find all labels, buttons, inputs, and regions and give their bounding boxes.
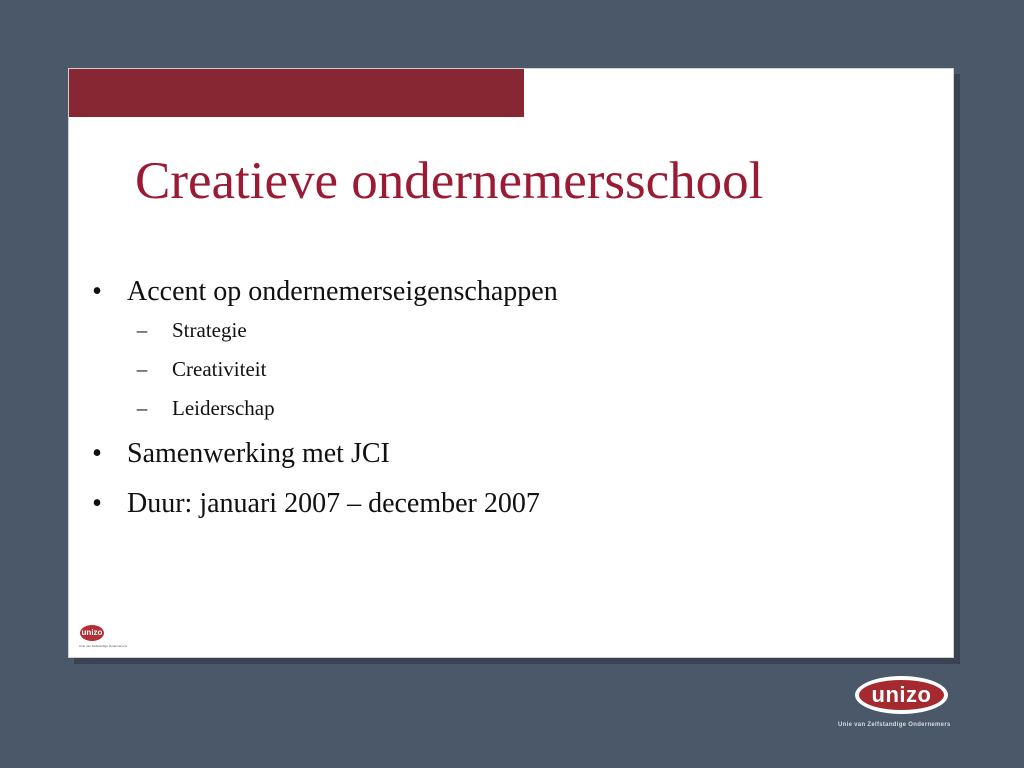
unizo-logo-tagline: Unie van Zelfstandige Ondernemers: [838, 722, 951, 728]
sub-bullet-item: [127, 356, 558, 382]
unizo-small-logo-mark: unizo: [80, 625, 104, 641]
sub-bullet-item: [127, 395, 558, 421]
sub-bullet-marker: –: [136, 396, 148, 420]
bullet-marker: •: [92, 438, 102, 469]
sub-bullet-marker: –: [136, 357, 148, 381]
slide-title: Creatieve ondernemersschool: [135, 152, 764, 210]
bullet-item: [87, 275, 558, 309]
bullet-list: [87, 275, 558, 521]
accent-bar: [69, 69, 524, 117]
sub-list-wrapper: [87, 309, 558, 437]
sub-bullet-text: Creativiteit: [172, 357, 267, 381]
sub-bullet-marker: –: [136, 318, 148, 342]
unizo-logo: [855, 676, 950, 716]
unizo-small-logo-tagline: Unie van Zelfstandige Ondernemers: [79, 644, 128, 648]
unizo-logo-mark: unizo: [859, 680, 944, 710]
bullet-marker: •: [92, 488, 102, 519]
bullet-text: Accent op ondernemerseigenschappen: [127, 276, 558, 307]
sub-bullet-list: [87, 317, 558, 421]
sub-bullet-text: Leiderschap: [172, 396, 275, 420]
unizo-small-logo: [79, 625, 128, 649]
slide: [68, 68, 954, 658]
bullet-text: Samenwerking met JCI: [127, 438, 390, 469]
bullet-text: Duur: januari 2007 – december 2007: [127, 488, 540, 519]
bullet-item: [87, 487, 558, 521]
sub-bullet-text: Strategie: [172, 318, 247, 342]
bullet-item: [87, 437, 558, 471]
bullet-marker: •: [92, 276, 102, 307]
sub-bullet-item: [127, 317, 558, 343]
